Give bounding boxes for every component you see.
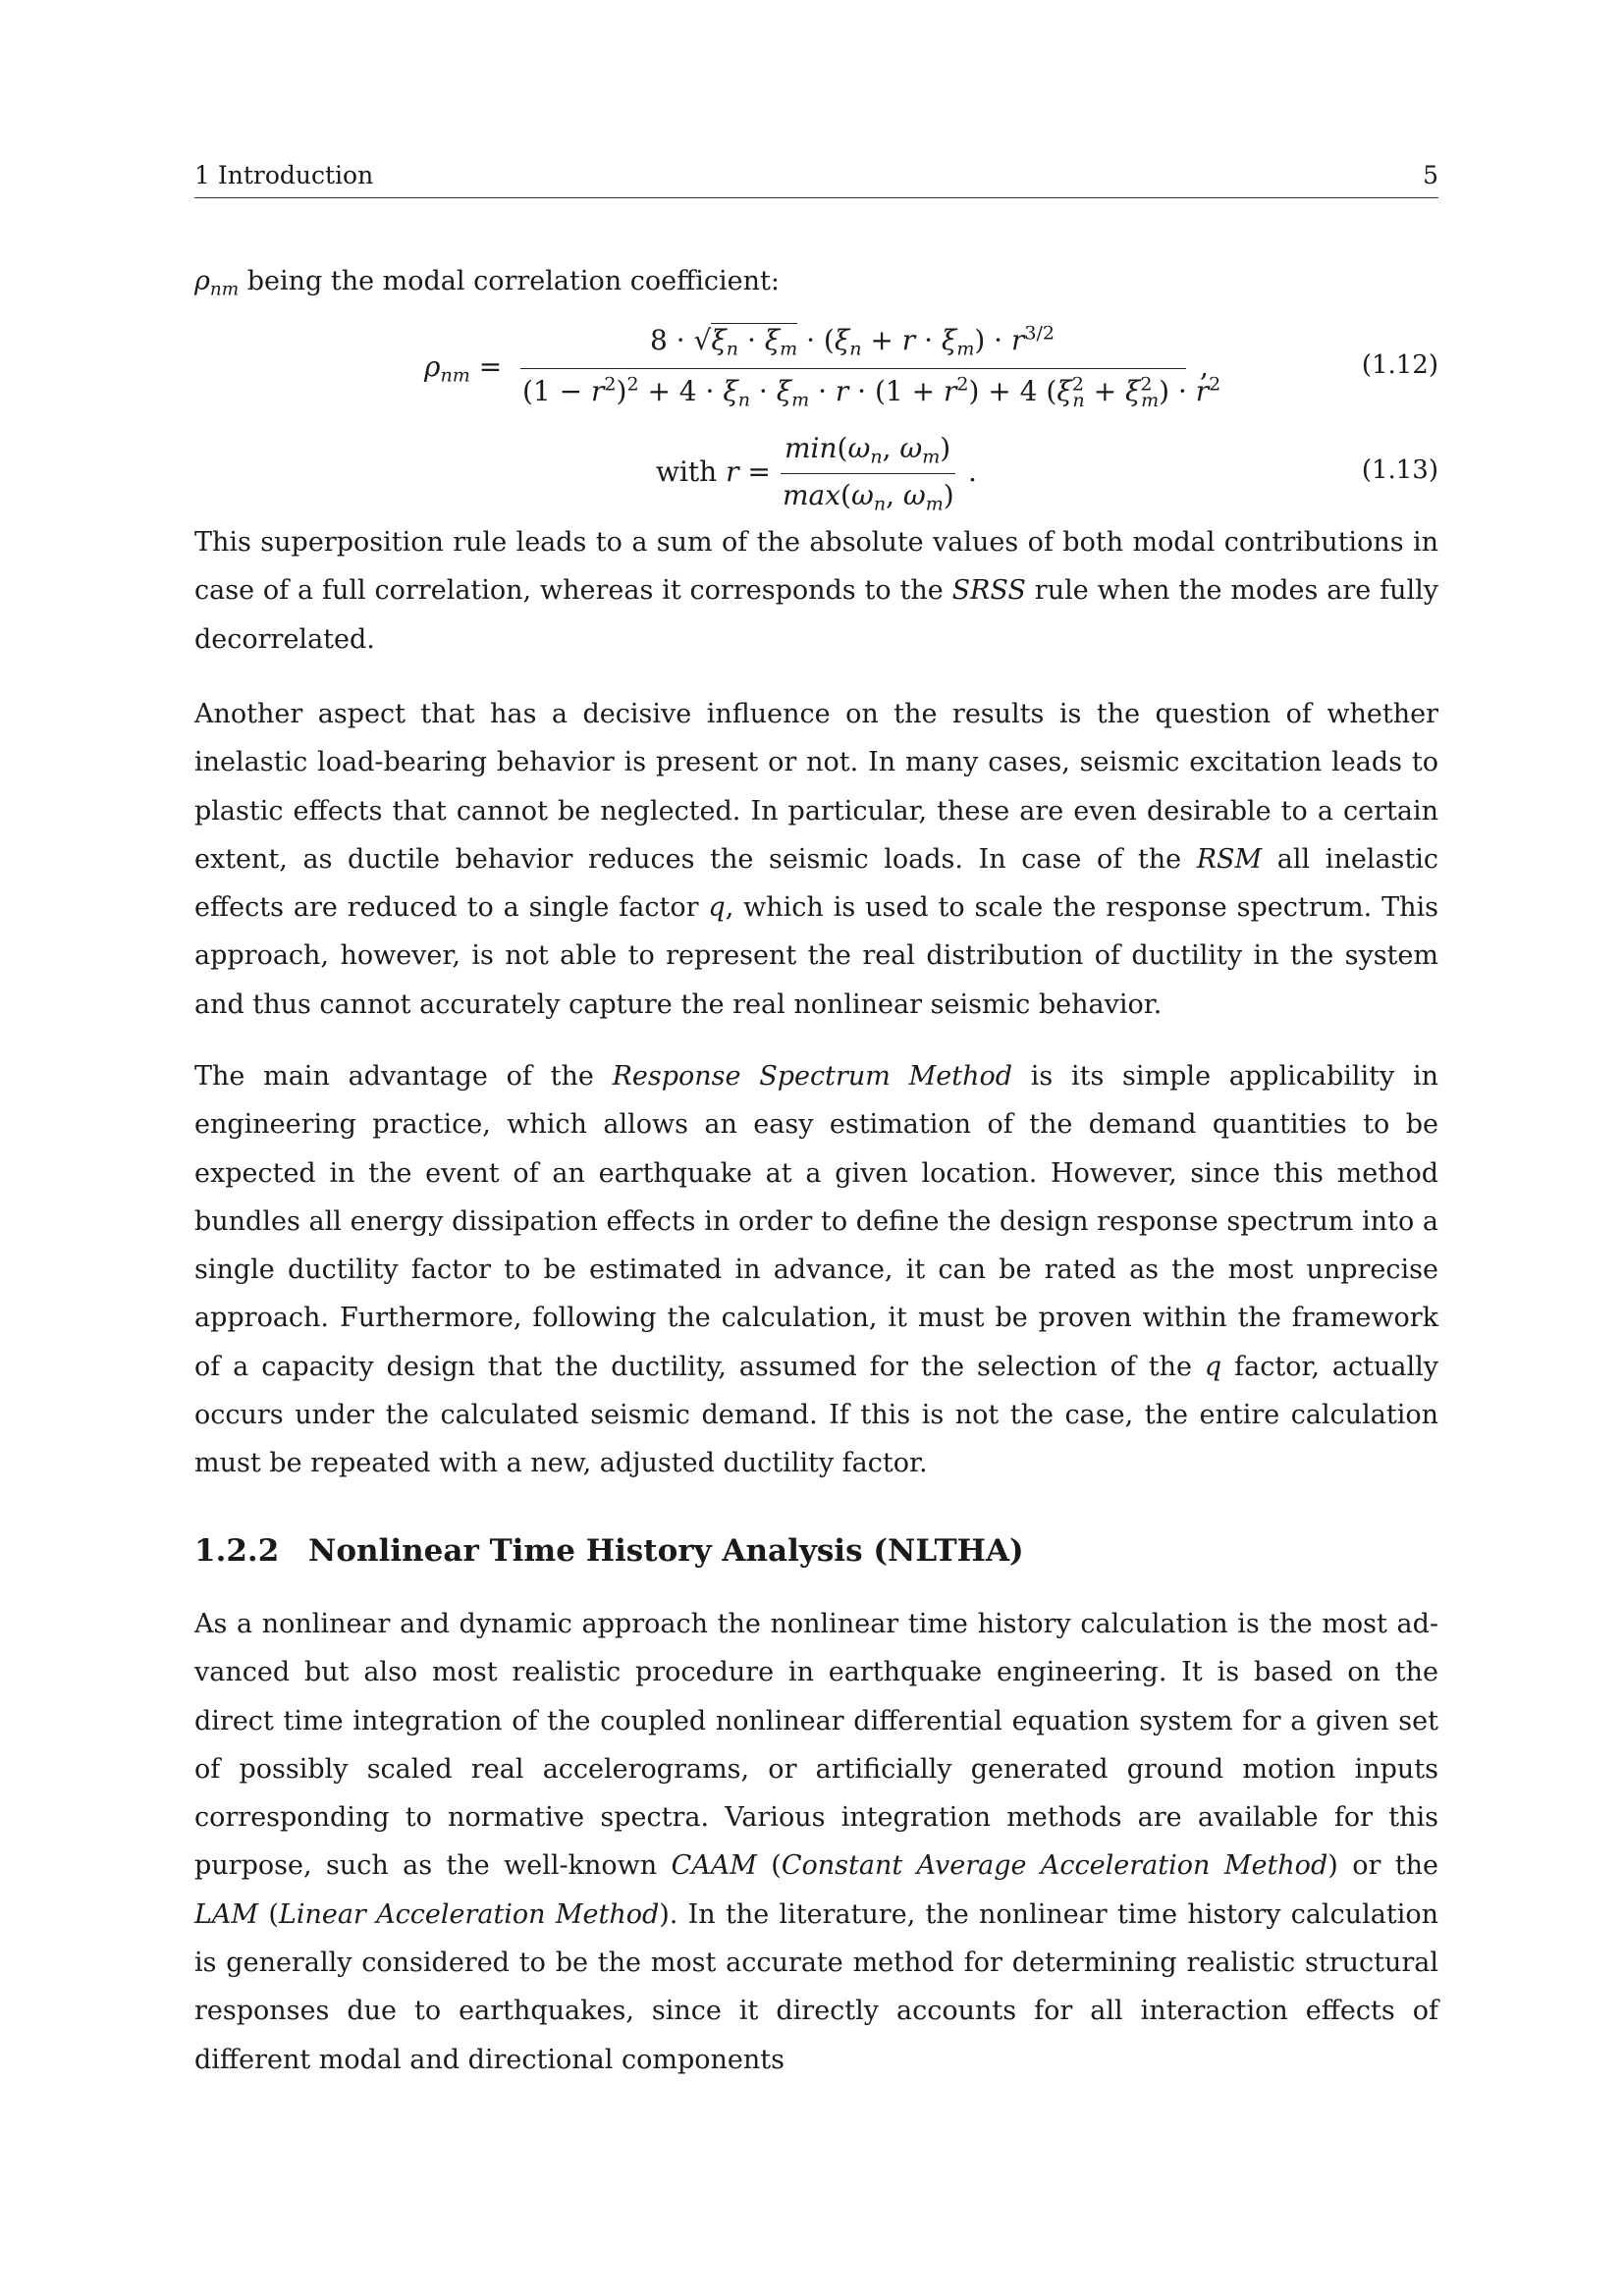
eq-1-13-denominator: $\max(\omega_n$, $\omega_m$) [783,479,954,515]
eq-1-12-comma: , [1200,350,1209,383]
eq-1-13-fraction-bar [781,473,955,474]
section-title: Nonlinear Time History Analysis (NLTHA) [308,1533,1024,1569]
running-header [194,159,1438,189]
eq-1-13-period: . [968,455,977,488]
paragraph-2: Another aspect that has a decisive influence on the results is the question of whether inelastic load-bearing behavior is present or not. In many cases, seismic excitation leads to plastic effects that cannot be neglected. In particular, these are even desirable to a certain extent, as ductile behavior reduces the seismic loads. In case of the RSM all inelastic effects are reduced to a single factor q, which is used to scale the response spectrum. This approach, however, is not able to represent the real distribution of ductility in the system and thus cannot accurately capture the real nonlinear seismic behavior. [194,699,1439,1020]
paragraph-3: The main advantage of the Response Spectrum Method is its simple applicability in engineering practice, which allows an easy estimation of the demand quantities to be expected in the event of an earthquake at a given location. However, since this method bundles all energy dissipation effects in order to define the design response spectrum into a single ductility factor to be estimated in advance, it can be rated as the most unprecise approach. Furthermore, following the calculation, it must be proven within the framework of a capacity design that the ductility, assumed for the selection of the q factor, actually occurs under the calculated seismic demand. If this is not the case, the entire calculation must be repeated with a new, adjusted ductility factor. [194,1061,1438,1479]
eq-1-12-lhs: $\rho_{nm}$ = [424,350,503,387]
eq-1-12-denominator: $(1 - r^2)^2 + 4 \cdot \xi_n \cdot \xi_m \cdot r \cdot (1 + r^2) + 4$ $(\xi^2_n + \xi^2_m) \cdot r^2$ [522,373,1221,411]
eq-1-12-numerator: $8 \cdot √\xi_n \cdot \xi_m \cdot (\xi_n + r \cdot \xi_m) \cdot r^{3/2}$ [650,322,1056,360]
paragraph-1: This superposition rule leads to a sum of the absolute values of both modal contributions in case of a full correlation, whereas it corresponds to the SRSS rule when the modes are fully decorrelated. [194,527,1438,655]
intro-line: $\rho_{nm}$ being the modal correlation coefficient: [194,266,780,300]
eq-1-12-label: (1.12) [1361,350,1438,380]
eq-1-12-fraction-bar [520,368,1186,369]
page-number: 5 [1423,161,1438,189]
paragraph-4: As a nonlinear and dynamic approach the nonlinear time history calculation is the most advanced but also most realistic procedure in earthquake engineering. It is based on the direct time integration of the coupled nonlinear differential equation system for a given set of possibly scaled real accelerograms, or artificially generated ground motion inputs corresponding to normative spectra. Various integration methods are available for this purpose, such as the well-known CAAM (Constant Average Acceleration Method) or the LAM (Linear Acceleration Method). In the literature, the nonlinear time history calculation is generally considered to be the most accurate method for determining realistic structural responses due to earthquakes, since it directly accounts for all interaction effects of different modal and directional components [194,1609,1438,2075]
header-rule [194,197,1438,198]
eq-1-13-label: (1.13) [1361,455,1438,485]
chapter-title: 1 Introduction [194,161,374,189]
eq-1-13-numerator: $\min(\omega_n$, $\omega_m$) [785,432,951,468]
section-number: 1.2.2 [194,1533,280,1569]
section-heading [194,1529,1024,1573]
eq-1-13-lhs: with r = [656,455,771,488]
